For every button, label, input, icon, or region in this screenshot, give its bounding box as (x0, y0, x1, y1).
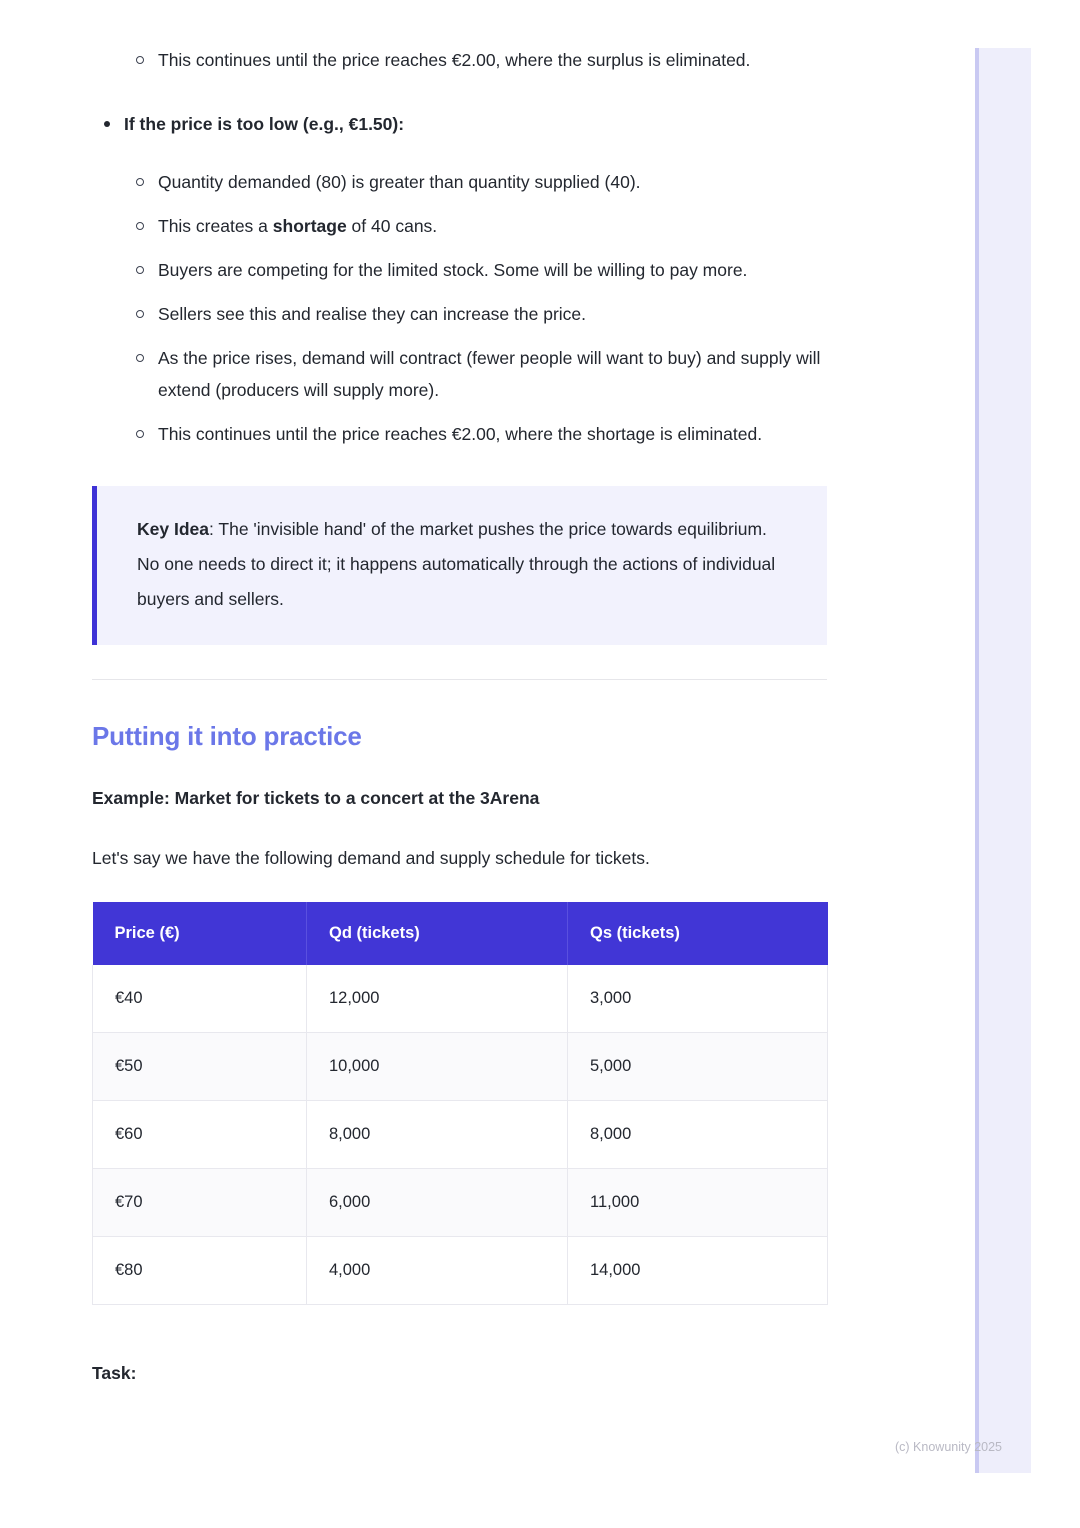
intro-paragraph: Let's say we have the following demand and supply schedule for tickets. (92, 848, 650, 868)
list-item: This continues until the price reaches €2.00, where the shortage is eliminated. (92, 418, 827, 450)
task-label: Task: (92, 1363, 137, 1383)
cell-qs: 3,000 (568, 965, 828, 1033)
table-row (93, 1033, 828, 1101)
list-item: As the price rises, demand will contract (fewer people will want to buy) and supply will extend (producers will supply more). (92, 342, 827, 406)
page-title: Putting it into practice (92, 721, 362, 751)
cell-qs: 11,000 (568, 1169, 828, 1237)
key-idea-callout (92, 486, 827, 645)
cell-price: €70 (93, 1169, 307, 1237)
low-price-block (92, 108, 827, 140)
demand-supply-schedule-table (92, 902, 828, 1305)
table-header-row (93, 902, 828, 965)
cell-price: €50 (93, 1033, 307, 1101)
cell-price: €80 (93, 1237, 307, 1305)
low-price-points (92, 166, 827, 450)
cell-qd: 10,000 (307, 1033, 568, 1101)
column-header-price: Price (€) (93, 902, 307, 965)
column-header-qs: Qs (tickets) (568, 902, 828, 965)
cell-price: €40 (93, 965, 307, 1033)
table-row (93, 965, 828, 1033)
page-side-band-edge (975, 48, 979, 1473)
cell-qd: 12,000 (307, 965, 568, 1033)
cell-qs: 14,000 (568, 1237, 828, 1305)
key-idea-label: Key Idea (137, 519, 209, 539)
cell-qd: 8,000 (307, 1101, 568, 1169)
table-row (93, 1101, 828, 1169)
key-idea-text: : The 'invisible hand' of the market pushes the price towards equilibrium. No one needs to direct it; it happens automatically through the actions of individual buyers and sellers. (137, 519, 776, 609)
cell-qs: 8,000 (568, 1101, 828, 1169)
table-row (93, 1169, 828, 1237)
watermark: (c) Knowunity 2025 (895, 1440, 1003, 1454)
example-title: Example: Market for tickets to a concert at the 3Arena (92, 788, 540, 808)
list-item: Quantity demanded (80) is greater than quantity supplied (40). (92, 166, 827, 198)
list-item: Sellers see this and realise they can increase the price. (92, 298, 827, 330)
document-content (92, 44, 827, 1384)
top-sublist (92, 44, 827, 76)
column-header-qd: Qd (tickets) (307, 902, 568, 965)
section-divider (92, 679, 827, 680)
low-price-heading: If the price is too low (e.g., €1.50): (92, 108, 827, 140)
cell-qd: 4,000 (307, 1237, 568, 1305)
table-row (93, 1237, 828, 1305)
cell-qd: 6,000 (307, 1169, 568, 1237)
cell-qs: 5,000 (568, 1033, 828, 1101)
page-side-band (975, 48, 1031, 1473)
cell-price: €60 (93, 1101, 307, 1169)
list-item: Buyers are competing for the limited stock. Some will be willing to pay more. (92, 254, 827, 286)
list-item: This continues until the price reaches €2.00, where the surplus is eliminated. (92, 44, 827, 76)
list-item: This creates a shortage of 40 cans. (92, 210, 827, 242)
